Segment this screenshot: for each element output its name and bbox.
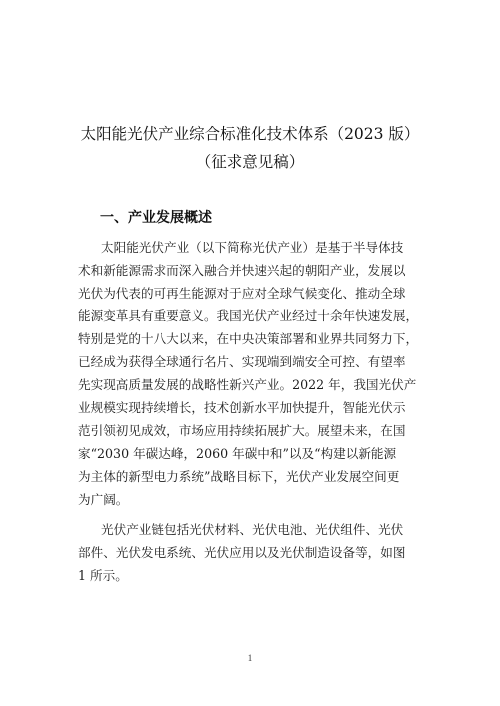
paragraph-line: 先实现高质量发展的战略性新兴产业。2022 年，我国光伏产 xyxy=(78,377,417,392)
paragraph-line: 部件、光伏发电系统、光伏应用以及光伏制造设备等，如图 xyxy=(78,545,406,560)
paragraph-line: 业规模实现持续增长，技术创新水平加快提升，智能光伏示 xyxy=(78,400,406,415)
paragraph-line: 光伏为代表的可再生能源对于应对全球气候变化、推动全球 xyxy=(78,286,406,301)
paragraph-line: 为广阔。 xyxy=(78,492,129,507)
paragraph-line: 1 所示。 xyxy=(78,568,128,583)
paragraph-line: 已经成为获得全球通行名片、实现端到端安全可控、有望率 xyxy=(78,354,406,369)
paragraph-line: 特别是党的十八大以来，在中央决策部署和业界共同努力下， xyxy=(78,331,419,346)
paragraph-line: 为主体的新型电力系统”战略目标下，光伏产业发展空间更 xyxy=(78,469,400,484)
paragraph-line: 范引领初见成效，市场应用持续拓展扩大。展望未来，在国 xyxy=(78,423,406,438)
paragraph-line: 能源变革具有重要意义。我国光伏产业经过十余年快速发展， xyxy=(78,308,419,323)
paragraph-line: 家“2030 年碳达峰，2060 年碳中和”以及“构建以新能源 xyxy=(78,446,397,461)
section-heading: 一、产业发展概述 xyxy=(100,210,212,226)
document-subtitle: （征求意见稿） xyxy=(195,153,305,171)
paragraph-line: 术和新能源需求而深入融合并快速兴起的朝阳产业，发展以 xyxy=(78,263,406,278)
paragraph-line: 光伏产业链包括光伏材料、光伏电池、光伏组件、光伏 xyxy=(101,522,404,537)
paragraph-line: 太阳能光伏产业（以下简称光伏产业）是基于半导体技 xyxy=(101,240,404,255)
page-number: 1 xyxy=(247,653,253,663)
document-title: 太阳能光伏产业综合标准化技术体系（2023 版） xyxy=(80,125,420,143)
